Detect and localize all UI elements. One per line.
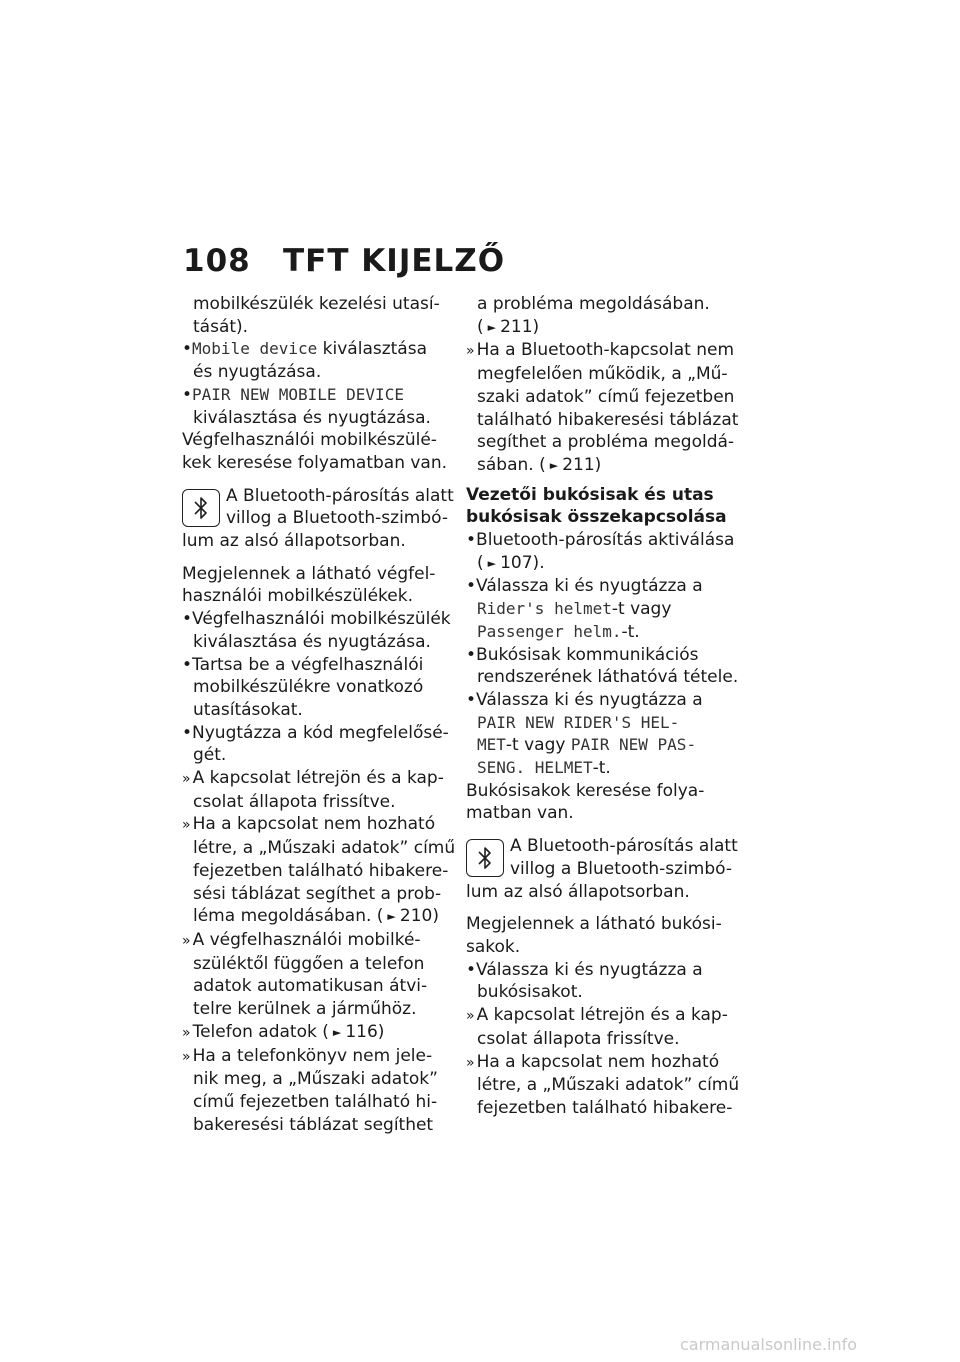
text-line: tását). xyxy=(193,316,249,337)
text-line: Bukósisakok keresése folya- xyxy=(466,780,705,801)
text-line: használói mobilkészülékek. xyxy=(182,586,413,607)
text-line xyxy=(466,712,738,735)
bullet-item: • Bluetooth-párosítás aktiválása xyxy=(466,529,738,552)
right-column xyxy=(466,293,738,1120)
text-line: bukósisakot. xyxy=(477,982,583,1003)
section-heading: Vezetői bukósisak és utas xyxy=(466,484,714,505)
bullet-item: • Nyugtázza a kód megfelelősé- xyxy=(182,722,454,745)
text-line: Megjelennek a látható végfel- xyxy=(182,563,436,584)
bluetooth-icon xyxy=(466,839,504,877)
text-line: kiválasztása és nyugtázása. xyxy=(193,407,431,428)
bullet-item: • Bukósisak kommunikációs xyxy=(466,644,738,667)
page-reference[interactable]: 211) xyxy=(500,316,540,337)
result-item: » Ha a telefonkönyv nem jele- xyxy=(182,1045,454,1069)
result-item: » A kapcsolat létrejön és a kap- xyxy=(182,767,454,791)
page-number: 108 xyxy=(183,243,251,279)
text-line: csolat állapota frissítve. xyxy=(193,791,396,812)
menu-code: MET xyxy=(477,735,506,755)
reference-arrow-icon: ► xyxy=(487,556,497,570)
text-line: Passenger helm.-t. xyxy=(477,621,640,642)
text-line: a probléma megoldásában. xyxy=(477,294,710,314)
text-line: rendszerének láthatóvá tétele. xyxy=(477,667,739,688)
reference-arrow-icon: ► xyxy=(487,320,497,334)
text-line: léma megoldásában. ( ► 210) xyxy=(182,905,454,929)
text-line: mobilkészülékre vonatkozó xyxy=(193,677,424,698)
text-line: megfelelően működik, a „Mű- xyxy=(477,364,728,385)
text-line: matban van. xyxy=(466,803,574,824)
text-line: villog a Bluetooth-szimbó- xyxy=(510,858,733,879)
text-line: Végfelhasználói mobilkészülé- xyxy=(182,430,437,451)
bullet-item xyxy=(182,384,454,407)
text-line: létre, a „Műszaki adatok” című xyxy=(477,1075,740,1096)
page-reference[interactable]: 211) xyxy=(562,454,602,475)
menu-code: PAIR NEW MOBILE DEVICE xyxy=(192,384,404,404)
page-reference[interactable]: 116) xyxy=(345,1021,385,1042)
text-line: gét. xyxy=(193,745,227,766)
text-line: SENG. HELMET-t. xyxy=(477,758,611,779)
menu-code: Rider's helmet xyxy=(477,599,612,619)
page-reference[interactable]: 107). xyxy=(500,552,545,573)
text-line: szüléktől függően a telefon xyxy=(193,953,425,974)
text-line: nik meg, a „Műszaki adatok” xyxy=(193,1069,438,1090)
bullet-item: • Tartsa be a végfelhasználói xyxy=(182,654,454,677)
text-line: sában. ( ► 211) xyxy=(466,454,738,478)
result-item: » Ha a kapcsolat nem hozható xyxy=(466,1051,738,1075)
bluetooth-icon xyxy=(182,489,220,527)
text-line: Megjelennek a látható bukósi- xyxy=(466,914,722,935)
text-line: Rider's helmet-t vagy xyxy=(477,599,672,620)
text-line: kiválasztása és nyugtázása. xyxy=(193,631,431,652)
text-line: című fejezetben található hi- xyxy=(193,1091,438,1112)
text-line: MET-t vagy PAIR NEW PAS- xyxy=(477,735,697,756)
text-line: kek keresése folyamatban van. xyxy=(182,452,448,473)
reference-arrow-icon: ► xyxy=(549,458,559,472)
text-line: mobilkészülék kezelési utasí- xyxy=(193,294,440,314)
text-line: kiválasztása xyxy=(317,339,427,360)
text-line: lum az alsó állapotsorban. xyxy=(182,531,406,552)
text-line: található hibakeresési táblázat xyxy=(477,409,739,430)
text-line: A Bluetooth-párosítás alatt xyxy=(226,485,454,506)
text-line: utasításokat. xyxy=(193,699,303,720)
section-heading: bukósisak összekapcsolása xyxy=(466,507,727,528)
page-header xyxy=(183,243,505,279)
text-line: és nyugtázása. xyxy=(193,362,322,383)
text-line: adatok automatikusan átvi- xyxy=(193,976,428,997)
result-item: » Telefon adatok ( ► 116) xyxy=(182,1021,454,1045)
left-column xyxy=(182,293,454,1136)
reference-arrow-icon: ► xyxy=(332,1025,342,1039)
text-line: lum az alsó állapotsorban. xyxy=(466,881,690,902)
text-line: sakok. xyxy=(466,936,521,957)
bullet-item: • Válassza ki és nyugtázza a xyxy=(466,959,738,982)
text-line: ( ► 211) xyxy=(466,316,738,340)
result-item: » A végfelhasználói mobilké- xyxy=(182,929,454,953)
bullet-item: • Válassza ki és nyugtázza a xyxy=(466,575,738,598)
text-line: A Bluetooth-párosítás alatt xyxy=(510,836,738,857)
text-line: bakeresési táblázat segíthet xyxy=(193,1114,434,1135)
text-line: létre, a „Műszaki adatok” című xyxy=(193,838,456,859)
page-reference[interactable]: 210) xyxy=(399,906,439,927)
watermark: carmanualsonline.info xyxy=(680,1335,858,1354)
bullet-item xyxy=(182,338,454,361)
text-line: csolat állapota frissítve. xyxy=(477,1028,680,1049)
page-title: TFT KIJELZŐ xyxy=(283,243,506,279)
text-line: fejezetben található hibakere- xyxy=(193,860,449,881)
text-line: sési táblázat segíthet a prob- xyxy=(193,883,442,904)
bullet-item: • Válassza ki és nyugtázza a xyxy=(466,689,738,712)
text-line: ( ► 107). xyxy=(466,552,738,576)
text-line: szaki adatok” című fejezetben xyxy=(477,386,735,407)
result-item: » Ha a kapcsolat nem hozható xyxy=(182,813,454,837)
text-line: fejezetben található hibakere- xyxy=(477,1097,733,1118)
bluetooth-note xyxy=(182,485,454,553)
text-line: telre kerülnek a járműhöz. xyxy=(193,999,417,1020)
menu-code: PAIR NEW RIDER'S HEL- xyxy=(477,712,680,732)
result-item: » A kapcsolat létrejön és a kap- xyxy=(466,1004,738,1028)
text-line: segíthet a probléma megoldá- xyxy=(477,432,735,453)
menu-code: PAIR NEW PAS- xyxy=(570,735,697,755)
result-item: » Ha a Bluetooth-kapcsolat nem xyxy=(466,339,738,363)
bluetooth-note xyxy=(466,835,738,903)
menu-code: Mobile device xyxy=(192,339,318,359)
menu-code: SENG. HELMET xyxy=(477,758,593,778)
bullet-item: • Végfelhasználói mobilkészülék xyxy=(182,608,454,631)
menu-code: Passenger helm. xyxy=(477,621,622,641)
reference-arrow-icon: ► xyxy=(387,910,396,924)
text-line: villog a Bluetooth-szimbó- xyxy=(226,508,449,529)
